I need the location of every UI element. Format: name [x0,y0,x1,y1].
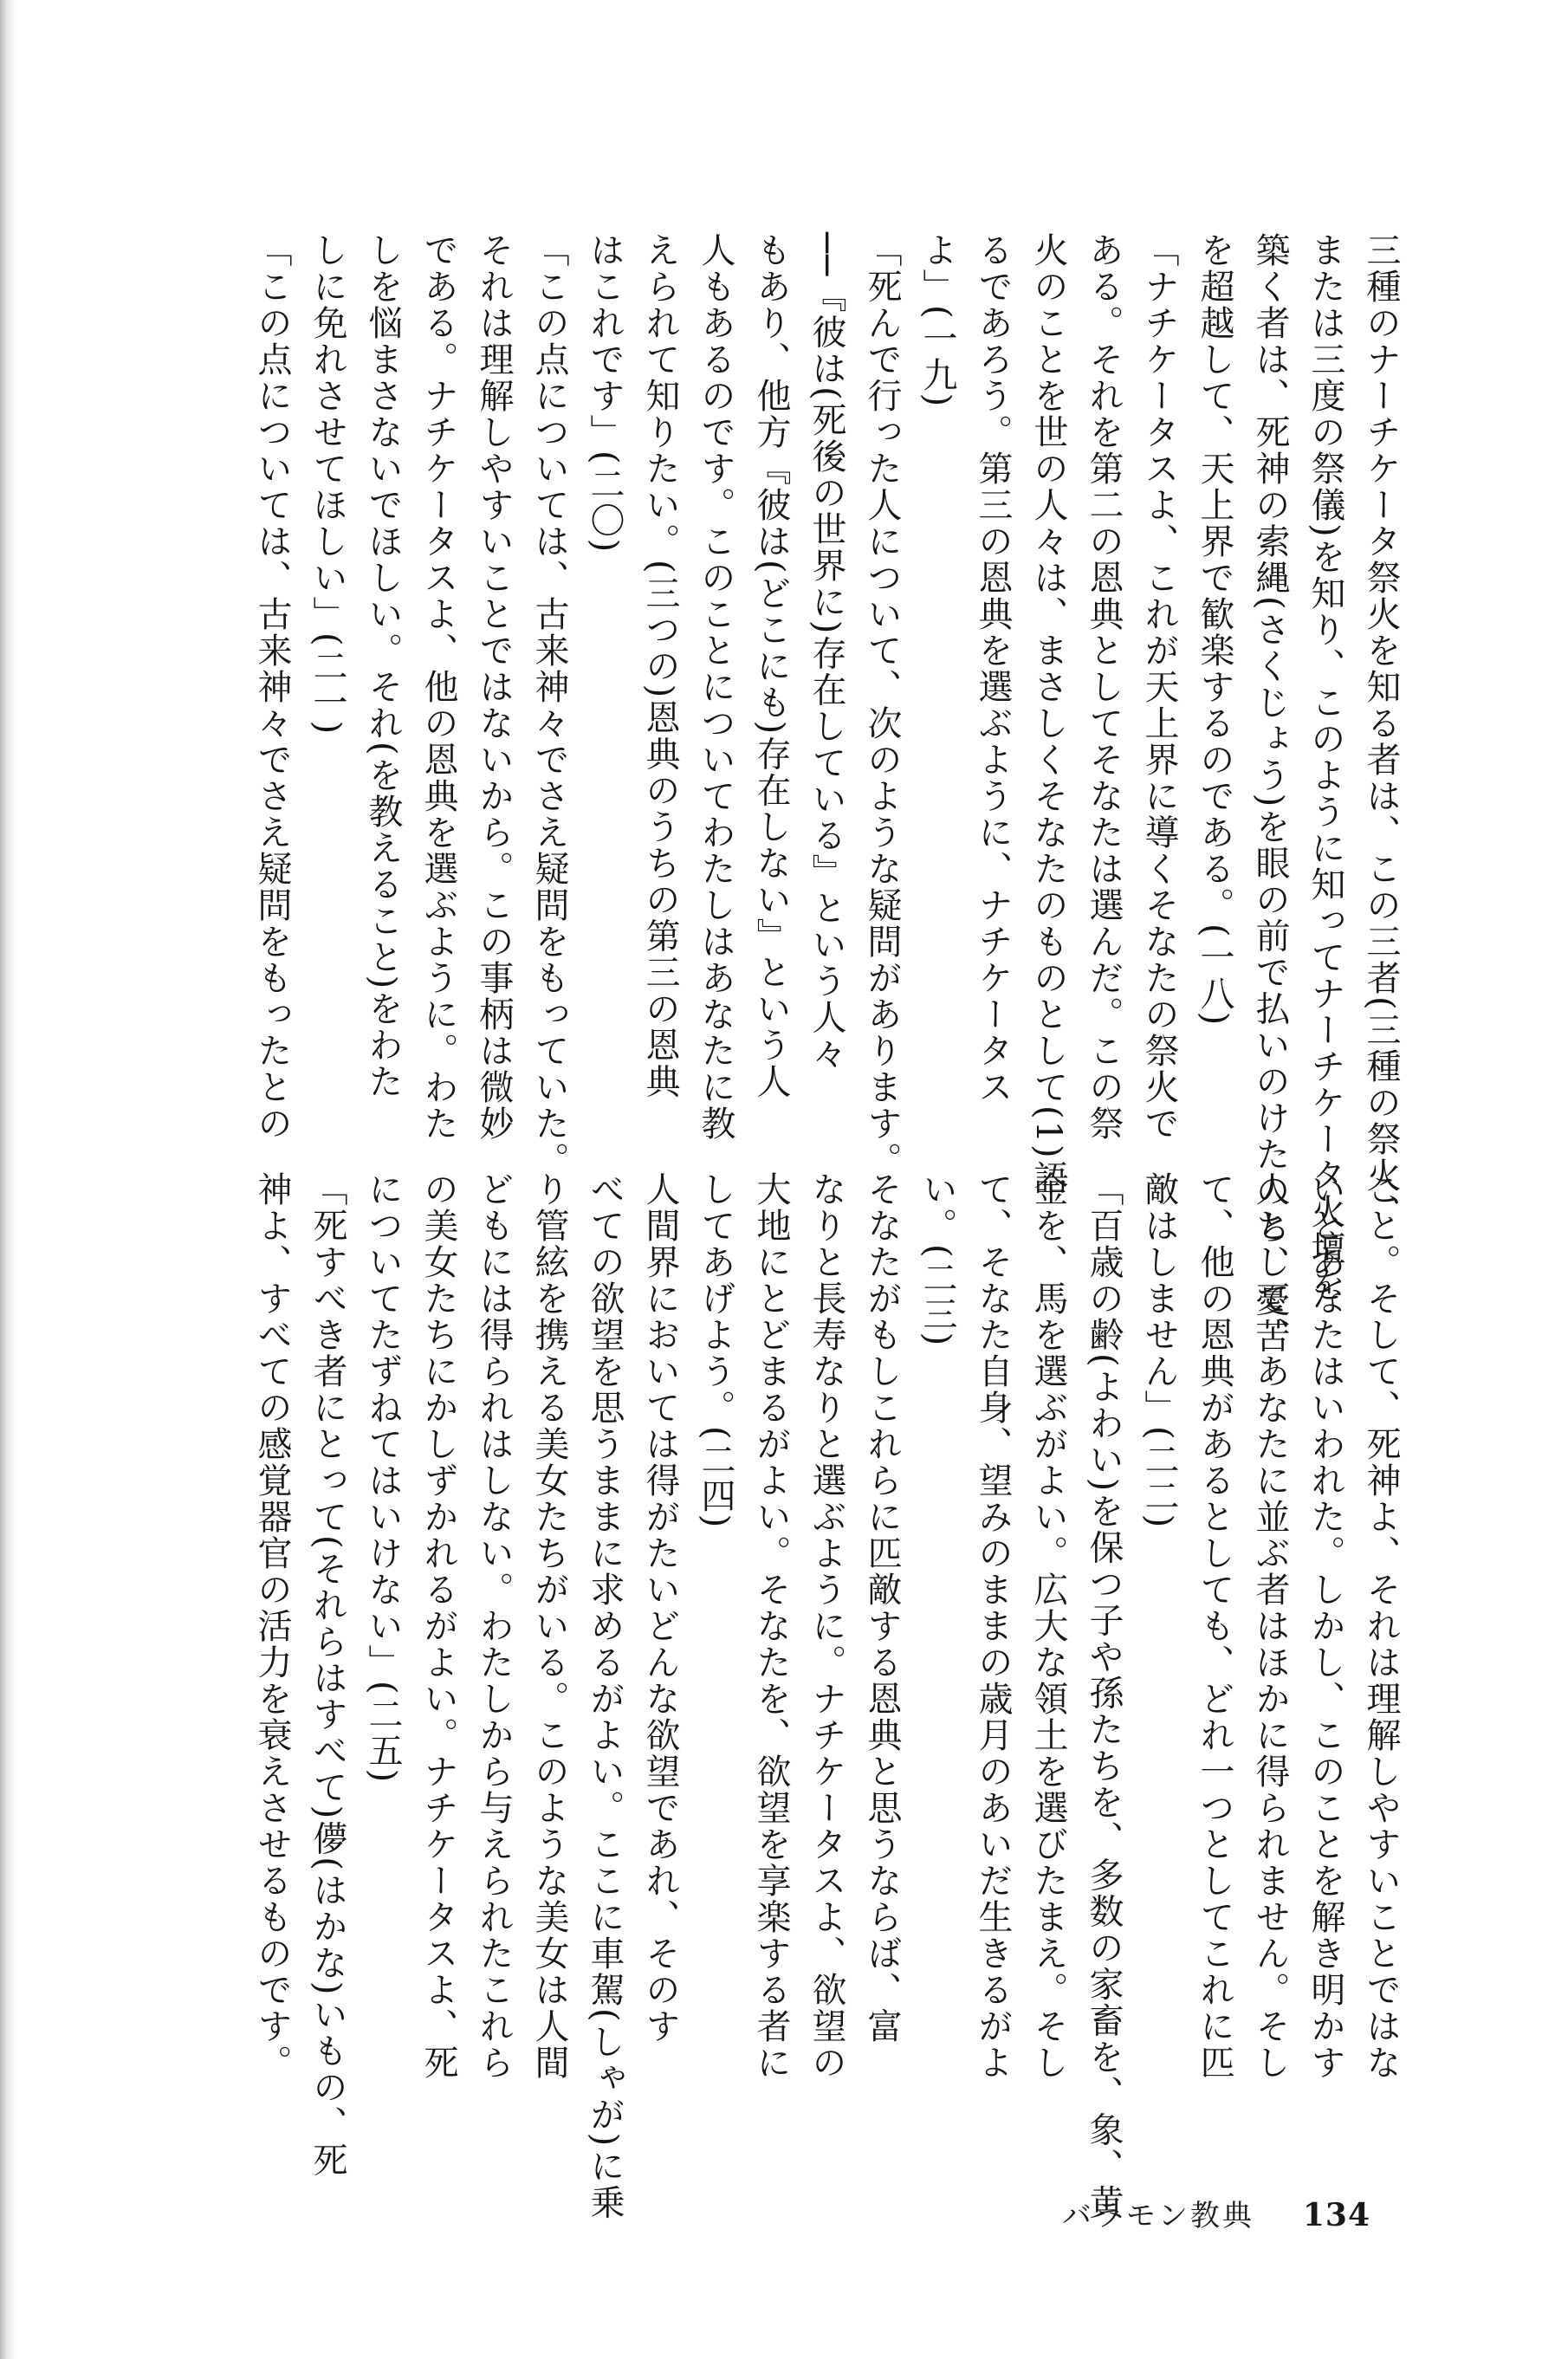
text-line: 「ナチケータスよ、これが天上界に導くそなたの祭火で [1139,232,1179,1142]
text-line: べての欲望を思うままに求めるがよい。ここに車駕(しゃが)に乗 [585,1171,625,2221]
text-line: それは理解しやすいことではないから。この事柄は微妙 [474,232,514,1142]
text-line: である。ナチケータスよ、他の恩典を選ぶように。わた [418,232,458,1142]
text-line: えられて知りたい。(三つの)恩典のうちの第三の恩典 [640,232,680,1100]
text-line: 「死すべき者にとって(それらはすべて)儚(はかな)いもの、死 [308,1171,347,2179]
text-line: どもには得られはしない。わたしから与えられたこれら [474,1171,514,2081]
text-line: の美女たちにかしずかれるがよい。ナチケータスよ、死 [418,1171,458,2081]
text-line: または三度の祭儀)を知り、このように知ってナーチケータ火壇を [1306,232,1345,1303]
page-number: 134 [1302,2197,1370,2233]
text-line: 「この点については、古来神々でさえ疑問をもっていた。 [529,232,569,1178]
text-line: しを悩まさないでほしい。それ(を教えること)をわた [363,232,403,1100]
text-line: についてたずねてはいけない」(二五) [363,1171,403,1785]
text-line: こと。そして、死神よ、それは理解しやすいことではな [1361,1171,1401,2081]
text-line: はこれです」(二〇) [585,232,625,554]
text-line: 神よ、すべての感覚器官の活力を衰えさせるものです。 [252,1171,292,2081]
text-line: してあげよう。(二四) [696,1171,735,1530]
text-line: 火のことを世の人々は、まさしくそなたのものとして(1)語 [1028,232,1068,1196]
text-line: もあり、他方『彼は(どこにも)存在しない』という人 [751,232,791,1100]
text-line: 「百歳の齢(よわい)を保つ子や孫たちを、多数の家畜を、象、黄 [1084,1171,1124,2221]
text-line: 「この点については、古来神々でさえ疑問をもったとの [252,232,292,1142]
text-line: 敵はしません」(二二) [1139,1171,1179,1530]
text-line: 大地にとどまるがよい。そなたを、欲望を享楽する者に [751,1171,791,2081]
text-line: そなたがもしこれらに匹敵する恩典と思うならば、富 [862,1171,902,2045]
text-line: い。(二三) [917,1171,957,1348]
text-line: 三種のナーチケータ祭火を知る者は、この三者(三種の祭火、 [1361,232,1401,1230]
page-edge-shadow [0,0,16,2359]
text-line: 築く者は、死神の索縄(さくじょう)を眼の前で払いのけたのち、憂苦 [1250,232,1290,1355]
text-line: 人間界においては得がたいどんな欲望であれ、そのす [640,1171,680,2045]
text-line: を超越して、天上界で歓楽するのである。(一八) [1195,232,1234,1027]
text-line: ──『彼は(死後の世界に)存在している』という人々 [807,232,846,1073]
text-line: 人もあるのです。このことについてわたしはあなたに教 [696,232,735,1142]
running-title: バラモン教典 [1061,2199,1254,2233]
text-line: て、そなた自身、望みのままの歳月のあいだ生きるがよ [973,1171,1013,2081]
text-line: なりと長寿なりと選ぶように。ナチケータスよ、欲望の [807,1171,846,2081]
text-line: しに免れさせてほしい」(二一) [308,232,347,736]
text-line: り管絃を携える美女たちがいる。このような美女は人間 [529,1171,569,2081]
text-line: て、他の恩典があるとしても、どれ一つとしてこれに匹 [1195,1171,1234,2081]
page-footer [1062,2192,1370,2234]
text-line: ある。それを第二の恩典としてそなたは選んだ。この祭 [1084,232,1124,1142]
text-line: 「死んで行った人について、次のような疑問があります。 [862,232,902,1178]
text-line: いとあなたはいわれた。しかし、このことを解き明かす [1306,1171,1345,2081]
text-line: 人として、あなたに並ぶ者はほかに得られません。そし [1250,1171,1290,2081]
text-line: るであろう。第三の恩典を選ぶように、ナチケータス [973,232,1013,1105]
text-line: よ」(一九) [917,232,957,409]
text-line: 金を、馬を選ぶがよい。広大な領土を選びたまえ。そし [1028,1171,1068,2081]
